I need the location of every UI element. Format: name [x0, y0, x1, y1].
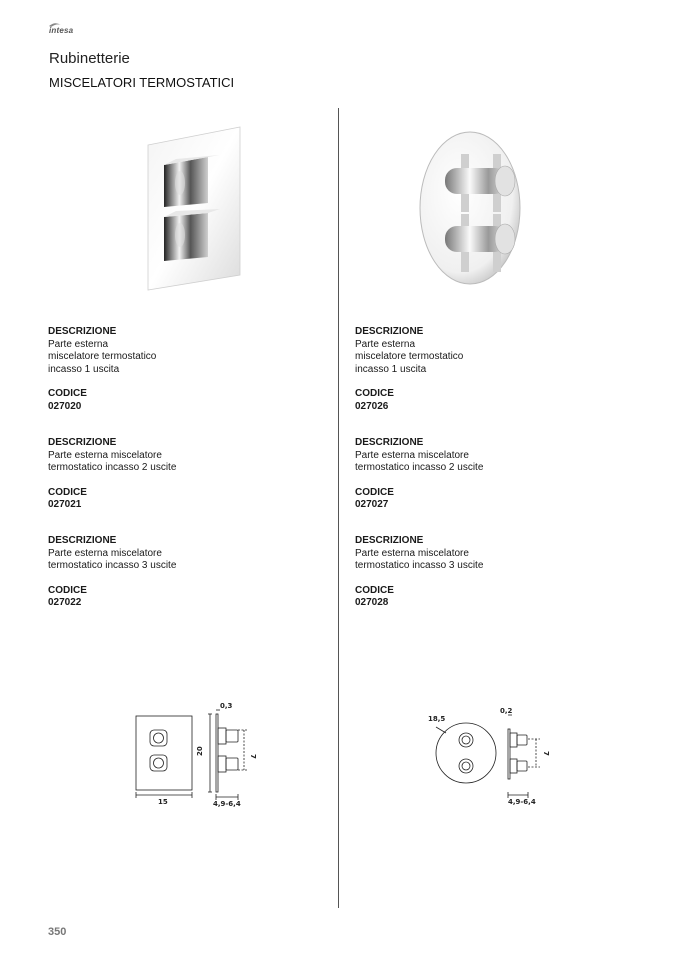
description-line: miscelatore termostatico [48, 351, 157, 362]
code-label: CODICE [355, 388, 394, 399]
description-label: DESCRIZIONE [48, 326, 117, 337]
dim-diameter-label: 18,5 [428, 715, 446, 723]
description-line: Parte esterna miscelatore [355, 547, 469, 559]
dim-side-label: 7 [542, 751, 550, 756]
description-line: incasso 1 uscita [48, 363, 120, 375]
product-code: 027027 [355, 499, 389, 510]
description-line: Parte esterna miscelatore [355, 449, 469, 461]
product-block-027021 [48, 437, 176, 512]
description-line: incasso 1 uscita [355, 363, 427, 375]
product-block-027027 [355, 437, 483, 512]
technical-drawing-round [424, 703, 554, 808]
product-block-027022 [48, 535, 176, 610]
brand-logo [47, 20, 87, 40]
code-label: CODICE [48, 584, 87, 596]
product-code: 027021 [48, 499, 82, 510]
dim-side-label: 7 [249, 754, 257, 759]
description-line: termostatico incasso 3 uscite [48, 560, 177, 571]
dim-top-label: 0,2 [500, 707, 513, 715]
product-photo-square-mixer [140, 125, 250, 295]
code-label: CODICE [48, 388, 87, 399]
description-label: DESCRIZIONE [48, 535, 117, 546]
product-code: 027020 [48, 400, 82, 412]
dim-depth-label: 4,9-6,4 [508, 798, 536, 806]
page-title: Rubinetterie [49, 50, 130, 67]
code-label: CODICE [48, 486, 87, 498]
column-divider [338, 108, 339, 908]
description-line: Parte esterna miscelatore [48, 547, 162, 559]
dim-height-label: 20 [196, 746, 204, 756]
product-block-027020 [48, 326, 156, 413]
product-block-027026 [355, 326, 463, 413]
description-line: Parte esterna miscelatore [48, 449, 162, 461]
description-label: DESCRIZIONE [355, 535, 424, 546]
product-photo-round-mixer [415, 128, 530, 288]
logo-text: intesa [49, 26, 74, 35]
product-code: 027028 [355, 597, 389, 608]
page-subtitle: MISCELATORI TERMOSTATICI [49, 75, 235, 90]
description-line: Parte esterna [48, 338, 109, 350]
description-line: miscelatore termostatico [355, 351, 464, 362]
product-block-027028 [355, 535, 483, 610]
dim-width-label: 15 [158, 798, 168, 806]
dim-top-label: 0,3 [220, 702, 233, 710]
description-line: termostatico incasso 2 uscite [48, 462, 177, 473]
technical-drawing-square [130, 700, 260, 810]
product-code: 027026 [355, 400, 389, 412]
description-line: termostatico incasso 2 uscite [355, 462, 484, 473]
description-line: termostatico incasso 3 uscite [355, 560, 484, 571]
code-label: CODICE [355, 486, 394, 498]
page-number: 350 [48, 926, 67, 938]
description-label: DESCRIZIONE [355, 326, 424, 337]
description-label: DESCRIZIONE [48, 437, 117, 448]
code-label: CODICE [355, 584, 394, 596]
product-code: 027022 [48, 597, 82, 608]
dim-depth-label: 4,9-6,4 [213, 800, 241, 808]
description-line: Parte esterna [355, 338, 416, 350]
description-label: DESCRIZIONE [355, 437, 424, 448]
